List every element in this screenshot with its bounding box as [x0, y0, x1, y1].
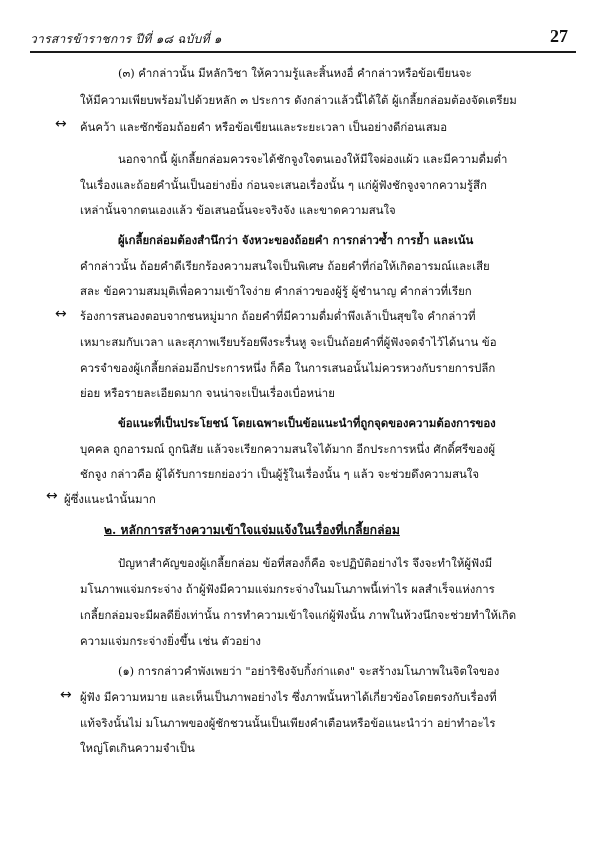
body-line: ย่อย หรือรายละเอียดมาก จนน่าจะเป็นเรื่องเบื่อหน่าย	[80, 386, 335, 400]
body-line: นอกจากนี้ ผู้เกลี้ยกล่อมควรจะได้ชักจูงใจตนเองให้มีใจผ่องแผ้ว และมีความดื่มด่ำ	[118, 152, 508, 166]
body-line: ร้องการสนองตอบจากชนหมู่มาก ถ้อยคำที่มีความดื่มด่ำพึงเล้าเป็นสุขใจ คำกล่าวที่	[80, 309, 476, 323]
page-number: 27	[550, 26, 568, 46]
body-line: เกลี้ยกล่อมจะมีผลดียิ่งเท่านั้น การทำความเข้าใจแก่ผู้ฟังนั้น ภาพในห้วงนึกจะช่วยทำให้เกิด	[80, 608, 517, 622]
body-line: ผู้ฟัง มีความหมาย และเห็นเป็นภาพอย่างไร ซึ่งภาพนั้นหาได้เกี่ยวข้องโดยตรงกับเรื่องที่	[80, 690, 497, 704]
body-line: ข้อแนะที่เป็นประโยชน์ โดยเฉพาะเป็นข้อแนะนำที่ถูกจุดของความต้องการของ	[118, 416, 496, 430]
body-line: ความแจ่มกระจ่างยิ่งขึ้น เช่น ตัวอย่าง	[80, 634, 261, 648]
body-line: สละ ข้อความสมมุติเพื่อความเข้าใจง่าย คำกล่าวของผู้รู้ ผู้ชำนาญ คำกล่าวที่เรียก	[80, 284, 472, 298]
body-line: ให้มีความเพียบพร้อมไปด้วยหลัก ๓ ประการ ดังกล่าวแล้วนี้ได้ใต้ ผู้เกลี้ยกล่อมต้องจัดเตรียม	[80, 93, 517, 107]
margin-mark: ↔	[55, 306, 67, 322]
journal-title: วารสารข้าราชการ ปีที่ ๑๘ ฉบับที่ ๑	[30, 32, 222, 46]
body-line: ใหญ่โตเกินความจำเป็น	[80, 741, 195, 755]
body-line: เหล่านั้นจากตนเองแล้ว ข้อเสนอนั้นจะจริงจัง และขาดความสนใจ	[80, 203, 396, 217]
body-line: ผู้ซึ่งแนะนำนั้นมาก	[64, 492, 156, 506]
body-line: ค้นคว้า และซักซ้อมถ้อยคำ หรือข้อเขียนและระยะเวลา เป็นอย่างดีก่อนเสมอ	[80, 120, 448, 134]
body-line: แท้จริงนั้นไม่ มโนภาพของผู้ชักชวนนั้นเป็นเพียงคำเตือนหรือข้อแนะนำว่า อย่าทำอะไร	[80, 716, 496, 730]
margin-mark: ↔	[46, 488, 58, 504]
body-line: (๑) การกล่าวคำพังเพยว่า "อย่าริชิงจับกิ้งก่าแดง" จะสร้างมโนภาพในจิตใจของ	[118, 664, 500, 678]
body-line: (๓) คำกล่าวนั้น มีหลักวิชา ให้ความรู้และสิ้นหงอื่ คำกล่าวหรือข้อเขียนจะ	[118, 66, 472, 80]
body-line: ปัญหาสำคัญของผู้เกลี้ยกล่อม ข้อที่สองก็คือ จะปฏิบัติอย่างไร จึงจะทำให้ผู้ฟังมี	[118, 556, 493, 570]
body-line: ชักจูง กล่าวคือ ผู้ได้รับการยกย่องว่า เป็นผู้รู้ในเรื่องนั้น ๆ แล้ว จะช่วยดึงความสนใจ	[80, 467, 480, 481]
header-rule	[30, 51, 576, 53]
section-heading: ๒. หลักการสร้างความเข้าใจแจ่มแจ้งในเรื่องที่เกลี้ยกล่อม	[104, 523, 400, 537]
body-line: เหมาะสมกับเวลา และสุภาพเรียบร้อยพึงระรื่นหู จะเป็นถ้อยคำที่ผู้ฟังจดจำไว้ได้นาน ข้อ	[80, 335, 497, 349]
body-line: ในเรื่องและถ้อยคำนั้นเป็นอย่างยิ่ง ก่อนจะเสนอเรื่องนั้น ๆ แก่ผู้ฟังชักจูงจากความรู้สึก	[80, 178, 487, 192]
margin-mark: ↔	[55, 116, 67, 132]
body-line: มโนภาพแจ่มกระจ่าง ถ้าผู้ฟังมีความแจ่มกระจ่างในมโนภาพนี้เท่าไร ผลสำเร็จแห่งการ	[80, 582, 495, 596]
margin-mark: ↔	[60, 687, 72, 703]
body-line: บุคคล ถูกอารมณ์ ถูกนิสัย แล้วจะเรียกความสนใจได้มาก อีกประการหนึ่ง ศักดิ์ศรีของผู้	[80, 442, 496, 456]
body-line: คำกล่าวนั้น ถ้อยคำดีเรียกร้องความสนใจเป็นพิเศษ ถ้อยคำที่ก่อให้เกิดอารมณ์และเสีย	[80, 259, 490, 273]
body-line: ควรจำของผู้เกลี้ยกล่อมอีกประการหนึ่ง ก็คือ ในการเสนอนั้นไม่ควรหวงกับรายการปลีก	[80, 361, 496, 375]
page-header	[30, 26, 570, 48]
body-line: ผู้เกลี้ยกล่อมต้องสำนึกว่า จังหวะของถ้อยคำ การกล่าวซ้ำ การย้ำ และเน้น	[118, 233, 474, 247]
